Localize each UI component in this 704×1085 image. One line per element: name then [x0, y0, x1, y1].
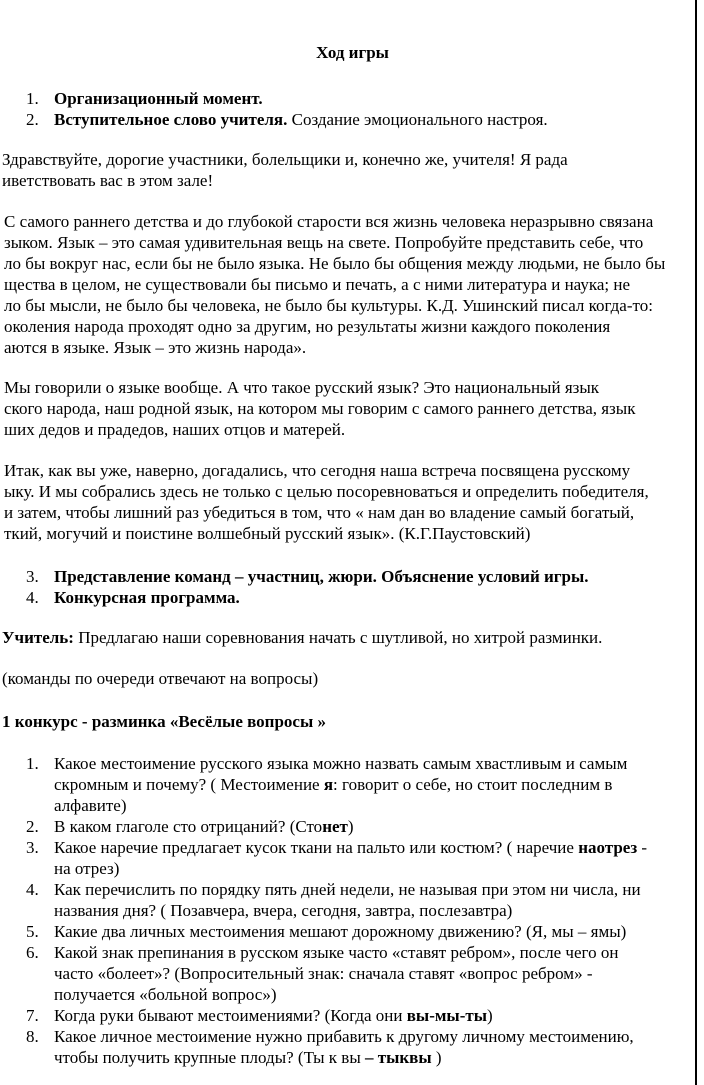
russian-language-paragraph [4, 377, 635, 440]
text-line: названия дня? ( Позавчера, вчера, сегодня, завтра, послезавтра) [54, 901, 513, 920]
page-title: Ход игры [316, 43, 389, 62]
text-line: ших дедов и прадедов, наших отцов и матерей. [4, 420, 346, 439]
step-number: 2. [26, 110, 39, 129]
text-line: Мы говорили о языке вообще. А что такое русский язык? Это национальный язык [4, 378, 600, 397]
teacher-paragraph [2, 627, 602, 648]
page-edge-line [695, 0, 697, 1085]
step-number: 4. [26, 588, 39, 607]
bold-answer: я [323, 775, 334, 794]
text-line: Итак, как вы уже, наверно, догадались, что сегодня наша встреча посвящена русскому [4, 461, 631, 480]
step-bold-text: Организационный момент. [54, 89, 263, 108]
text-line: получается «больной вопрос») [54, 985, 277, 1004]
question-number: 4. [26, 880, 39, 899]
step-bold-text: Конкурсная программа. [54, 588, 240, 607]
text-line: и затем, чтобы лишний раз убедиться в том, что « нам дан во владение самый богатый, [4, 503, 635, 522]
question-text [54, 921, 626, 942]
bold-answer: наотрез [578, 838, 638, 857]
question-text [54, 942, 618, 1005]
step-bold-text: Вступительное слово учителя. [54, 110, 288, 129]
text-line: ло бы мысли, не было бы человека, не было бы культуры. К.Д. Ушинский писал когда-то: [4, 296, 653, 315]
bold-answer: – тыквы [365, 1048, 432, 1067]
text-line: околения народа проходят одно за другим, но результаты жизни каждого поколения [4, 317, 611, 336]
text-line: ского народа, наш родной язык, на котором мы говорим с самого раннего детства, язык [4, 399, 636, 418]
text-line: В каком глаголе сто отрицаний? (Стонет) [54, 817, 354, 836]
question-number: 8. [26, 1027, 39, 1046]
text-line: Какие два личных местоимения мешают дорожному движению? (Я, мы – ямы) [54, 922, 627, 941]
text-line: Здравствуйте, дорогие участники, болельщики и, конечно же, учителя! Я рада [2, 150, 568, 169]
question-number: 2. [26, 817, 39, 836]
text-line: иветствовать вас в этом зале! [2, 171, 214, 190]
step-number: 1. [26, 89, 39, 108]
text-line: аются в языке. Язык – это жизнь народа». [4, 338, 307, 357]
text-line: Какой знак препинания в русском языке часто «ставят ребром», после чего он [54, 943, 619, 962]
contest-title: 1 конкурс - разминка «Весёлые вопросы » [2, 712, 327, 731]
bold-answer: вы-мы-ты [406, 1006, 487, 1025]
teacher-text: Предлагаю наши соревнования начать с шутливой, но хитрой разминки. [73, 628, 603, 647]
text-line: щества в целом, не существовали бы письмо и печать, а с ними литература и наука; не [4, 275, 631, 294]
question-number: 5. [26, 922, 39, 941]
question-number: 6. [26, 943, 39, 962]
question-number: 3. [26, 838, 39, 857]
text-line: алфавите) [54, 796, 127, 815]
question-number: 7. [26, 1006, 39, 1025]
text-line: С самого раннего детства и до глубокой старости вся жизнь человека неразрывно связана [4, 212, 654, 231]
question-number: 1. [26, 754, 39, 773]
instruction-note: (команды по очереди отвечают на вопросы) [2, 669, 319, 688]
text-line: на отрез) [54, 859, 120, 878]
text-line: Какое личное местоимение нужно прибавить к другому личному местоимению, [54, 1027, 634, 1046]
question-text [54, 879, 641, 921]
language-paragraph [4, 211, 665, 358]
text-line: чтобы получить крупные плоды? (Ты к вы – тыквы ) [54, 1048, 442, 1067]
meeting-paragraph [4, 460, 649, 544]
greeting-paragraph [2, 149, 568, 191]
question-text [54, 753, 627, 816]
text-line: ткий, могучий и поистине волшебный русский язык». (К.Г.Паустовский) [4, 524, 531, 543]
step-bold-text: Представление команд – участниц, жюри. Объяснение условий игры. [54, 567, 589, 586]
teacher-label: Учитель: [2, 628, 74, 647]
question-text [54, 816, 354, 837]
question-text [54, 1005, 493, 1026]
text-line: ло бы вокруг нас, если бы не было языка. Не было бы общения между людьми, не было бы [4, 254, 666, 273]
question-text [54, 837, 647, 879]
text-line: скромным и почему? ( Местоимение я: говорит о себе, но стоит последним в [54, 775, 613, 794]
question-text [54, 1026, 634, 1068]
text-line: Какое местоимение русского языка можно назвать самым хвастливым и самым [54, 754, 628, 773]
bold-answer: нет [322, 817, 348, 836]
step-text: Создание эмоционального настроя. [287, 110, 548, 129]
text-line: часто «болеет»? (Вопросительный знак: сначала ставят «вопрос ребром» - [54, 964, 593, 983]
text-line: ыку. И мы собрались здесь не только с целью посоревноваться и определить победителя, [4, 482, 649, 501]
text-line: Какое наречие предлагает кусок ткани на пальто или костюм? ( наречие наотрез - [54, 838, 648, 857]
text-line: зыком. Язык – это самая удивительная вещь на свете. Попробуйте представить себе, что [4, 233, 644, 252]
text-line: Когда руки бывают местоимениями? (Когда они вы-мы-ты) [54, 1006, 493, 1025]
text-line: Как перечислить по порядку пять дней недели, не называя при этом ни числа, ни [54, 880, 641, 899]
step-number: 3. [26, 567, 39, 586]
